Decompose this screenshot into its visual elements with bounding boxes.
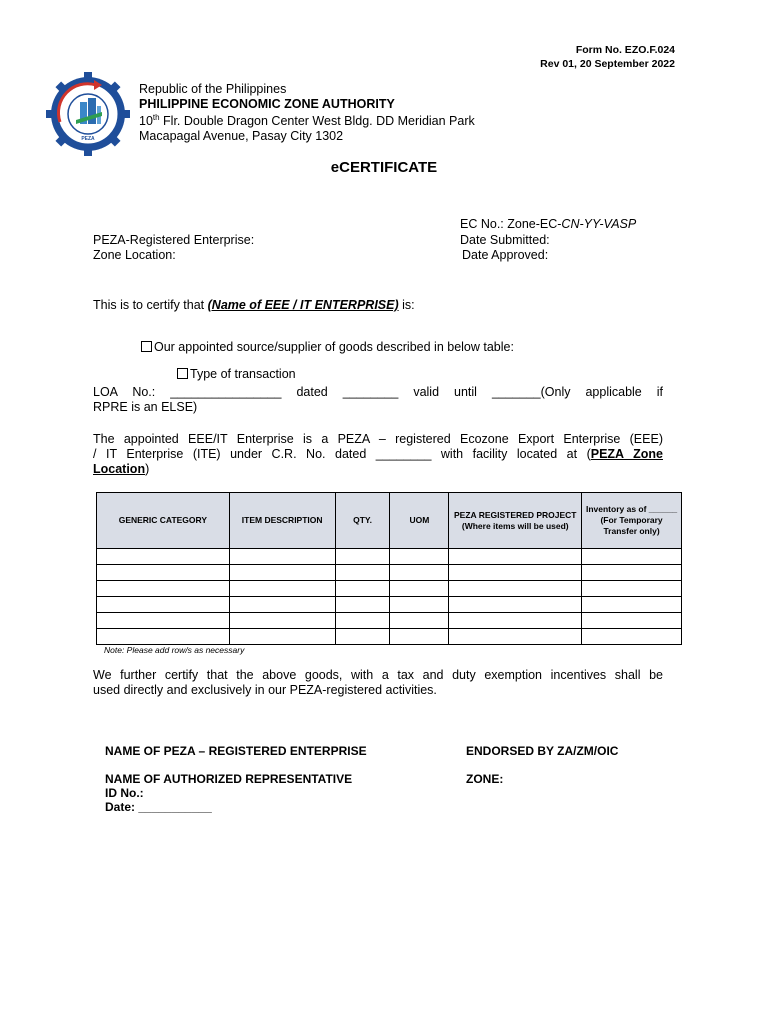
table-cell[interactable] (449, 629, 582, 645)
agency-name: PHILIPPINE ECONOMIC ZONE AUTHORITY (139, 96, 395, 111)
table-cell[interactable] (449, 597, 582, 613)
table-cell[interactable] (229, 613, 335, 629)
col-generic-category: GENERIC CATEGORY (97, 493, 230, 549)
table-cell[interactable] (229, 581, 335, 597)
id-no-label: ID No.: (105, 786, 144, 800)
further-line-2: used directly and exclusively in our PEZA-registered activities. (93, 683, 437, 697)
table-row (97, 549, 682, 565)
authorized-rep-label: NAME OF AUTHORIZED REPRESENTATIVE (105, 772, 353, 786)
table-cell[interactable] (449, 549, 582, 565)
table-cell[interactable] (449, 613, 582, 629)
document-title: eCERTIFICATE (330, 159, 438, 176)
loa-paragraph (93, 385, 663, 415)
table-cell[interactable] (390, 629, 449, 645)
floor-number: 10 (139, 114, 153, 129)
table-cell[interactable] (97, 565, 230, 581)
table-cell[interactable] (390, 613, 449, 629)
peza-zone-placeholder: PEZA Zone (590, 447, 663, 461)
certify-statement (93, 298, 415, 313)
col-inventory: Inventory as of ______ (For Temporary Transfer only) (582, 493, 682, 549)
ec-number (460, 217, 636, 232)
table-cell[interactable] (229, 549, 335, 565)
location-placeholder: Location (93, 462, 146, 476)
table-cell[interactable] (582, 613, 682, 629)
closing-paren: ) (145, 462, 150, 476)
table-cell[interactable] (335, 565, 390, 581)
table-row (97, 613, 682, 629)
form-number-block (540, 43, 675, 71)
enterprise-name-label: NAME OF PEZA – REGISTERED ENTERPRISE (105, 744, 367, 758)
enterprise-name-placeholder: (Name of EEE / IT ENTERPRISE) (207, 298, 399, 312)
table-cell[interactable] (582, 565, 682, 581)
address-line-2: Macapagal Avenue, Pasay City 1302 (139, 128, 344, 143)
further-line-1: We further certify that the above goods, with a tax and duty exemption incentives shall be (93, 668, 663, 682)
table-note: Note: Please add row/s as necessary (104, 645, 245, 655)
table-cell[interactable] (97, 613, 230, 629)
table-cell[interactable] (582, 581, 682, 597)
authorized-rep-block (105, 772, 352, 814)
appointed-line-2 (93, 447, 663, 462)
form-revision: Rev 01, 20 September 2022 (540, 58, 675, 70)
table-row (97, 629, 682, 645)
table-header-row (97, 493, 682, 549)
date-approved-label: Date Approved: (462, 248, 549, 262)
table-cell[interactable] (335, 581, 390, 597)
appointed-line-3 (93, 462, 663, 477)
supplier-option-label: Our appointed source/supplier of goods described in below table: (154, 340, 514, 354)
agency-header (139, 82, 475, 143)
appointed-line-2-text: / IT Enterprise (ITE) under C.R. No. dated ________ with facility located at ( (93, 447, 591, 461)
date-label: Date: ___________ (105, 800, 212, 814)
further-certify-paragraph (93, 668, 663, 698)
date-submitted-label: Date Submitted: (460, 233, 550, 247)
table-cell[interactable] (335, 613, 390, 629)
table-body (97, 549, 682, 645)
supplier-checkbox[interactable] (141, 341, 152, 352)
col-registered-project: PEZA REGISTERED PROJECT (Where items will be used) (449, 493, 582, 549)
supplier-option[interactable] (141, 340, 514, 355)
certify-suffix: is: (398, 298, 415, 312)
appointed-paragraph (93, 432, 663, 477)
table-row (97, 597, 682, 613)
certify-prefix: This is to certify that (93, 298, 208, 312)
table-cell[interactable] (335, 629, 390, 645)
table-cell[interactable] (97, 549, 230, 565)
address-line-1 (139, 111, 475, 129)
table-cell[interactable] (97, 581, 230, 597)
zone-label: ZONE: (466, 772, 504, 786)
enterprise-label: PEZA-Registered Enterprise: (93, 233, 255, 247)
appointed-line-1: The appointed EEE/IT Enterprise is a PEZA – registered Ecozone Export Enterprise (EEE) (93, 432, 663, 446)
table-cell[interactable] (335, 549, 390, 565)
zone-location-label: Zone Location: (93, 248, 176, 262)
col-qty: QTY. (335, 493, 390, 549)
table-cell[interactable] (582, 549, 682, 565)
col-item-description: ITEM DESCRIPTION (229, 493, 335, 549)
ec-label: EC No.: Zone-EC- (460, 217, 562, 231)
table-row (97, 581, 682, 597)
transaction-option-label: Type of transaction (190, 367, 296, 381)
table-cell[interactable] (582, 597, 682, 613)
table-cell[interactable] (390, 565, 449, 581)
table-cell[interactable] (390, 549, 449, 565)
table-cell[interactable] (449, 581, 582, 597)
transaction-option[interactable] (177, 367, 296, 382)
endorsed-by-label: ENDORSED BY ZA/ZM/OIC (466, 744, 619, 758)
loa-line-1: LOA No.: ________________ dated ________ valid until _______(Only applicable if (93, 385, 663, 399)
loa-line-2: RPRE is an ELSE) (93, 400, 198, 414)
table-cell[interactable] (229, 629, 335, 645)
table-cell[interactable] (97, 597, 230, 613)
table-cell[interactable] (582, 629, 682, 645)
table-cell[interactable] (229, 597, 335, 613)
republic-line: Republic of the Philippines (139, 82, 287, 96)
address-rest: Flr. Double Dragon Center West Bldg. DD Meridian Park (159, 114, 475, 129)
table-row (97, 565, 682, 581)
col-uom: UOM (390, 493, 449, 549)
floor-suffix: th (152, 113, 160, 122)
table-cell[interactable] (449, 565, 582, 581)
peza-logo (46, 72, 130, 156)
table-cell[interactable] (390, 581, 449, 597)
svg-text:PEZA: PEZA (81, 136, 95, 142)
table-cell[interactable] (229, 565, 335, 581)
items-table (96, 492, 682, 645)
form-number: Form No. EZO.F.024 (575, 44, 675, 56)
table-cell[interactable] (390, 597, 449, 613)
table-cell[interactable] (335, 597, 390, 613)
ec-value: CN-YY-VASP (561, 217, 637, 231)
transaction-checkbox[interactable] (177, 368, 188, 379)
table-cell[interactable] (97, 629, 230, 645)
